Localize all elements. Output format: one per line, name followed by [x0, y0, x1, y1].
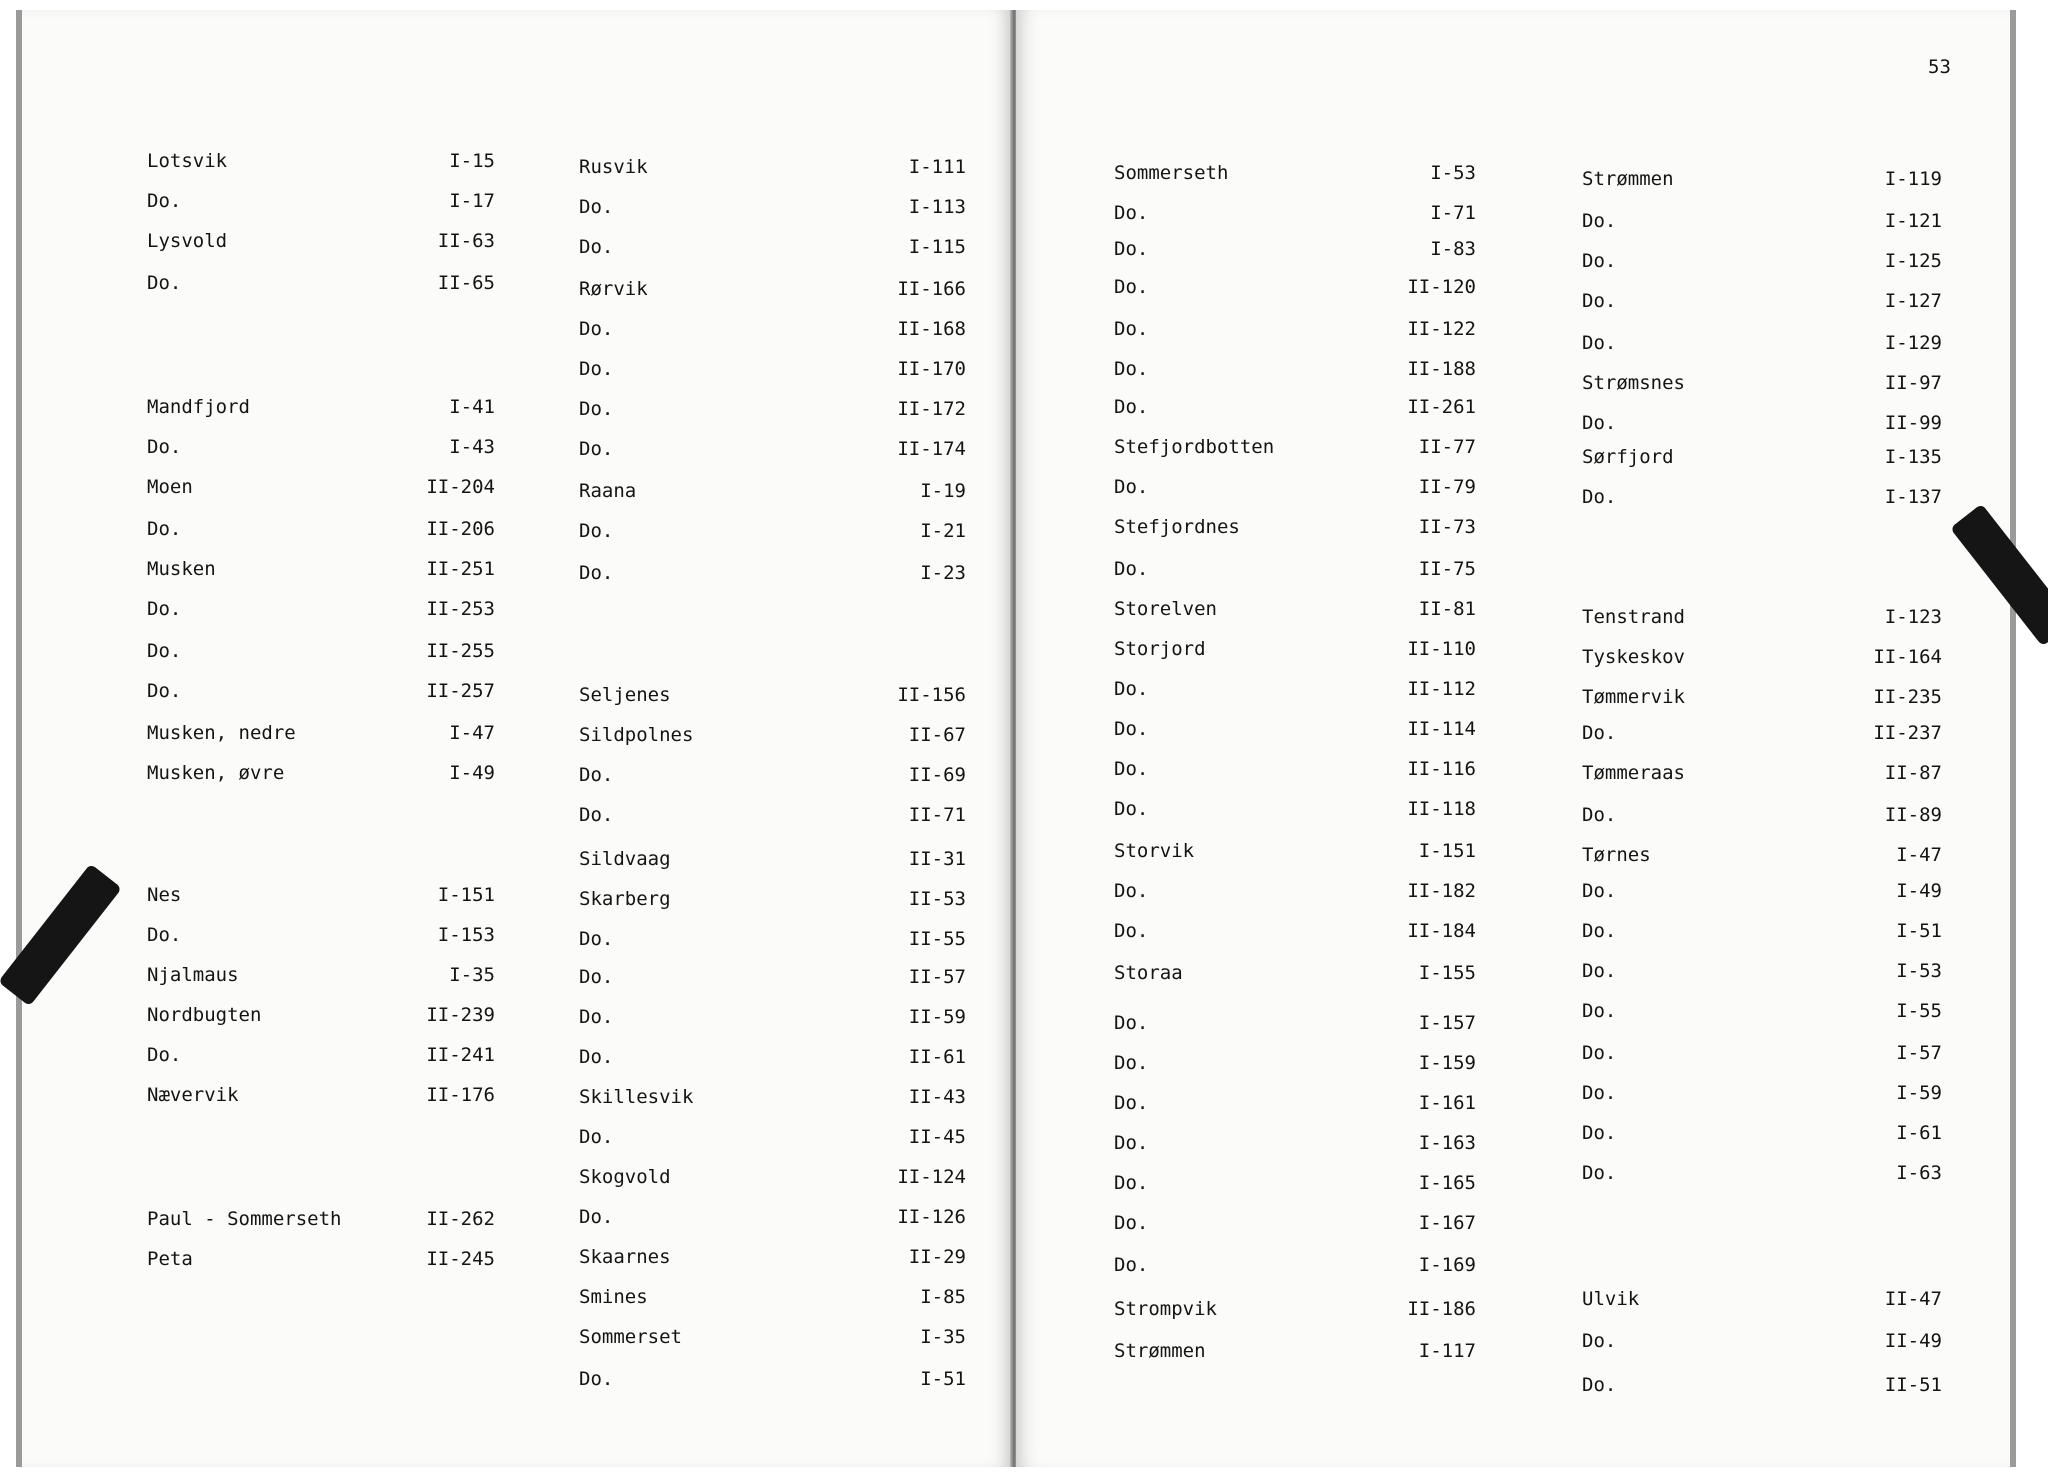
entry-reference: II-69 [908, 764, 966, 786]
entry-name: Do. [1582, 250, 1617, 272]
entry-reference: II-245 [426, 1248, 495, 1270]
entry-reference: II-57 [908, 966, 966, 988]
entry-reference: II-253 [426, 598, 495, 620]
entry-reference: II-120 [1407, 276, 1476, 298]
entry-reference: II-262 [426, 1208, 495, 1230]
entry-reference: II-65 [437, 272, 495, 294]
entry-reference: I-49 [449, 762, 495, 784]
entry-reference: II-29 [908, 1246, 966, 1268]
entry-reference: II-51 [1884, 1374, 1942, 1396]
entry-name: Tyskeskov [1582, 646, 1685, 668]
entry-name: Do. [1114, 358, 1149, 380]
entry-name: Do. [579, 804, 614, 826]
entry-reference: I-85 [920, 1286, 966, 1308]
entry-name: Seljenes [579, 684, 671, 706]
entry-reference: II-47 [1884, 1288, 1942, 1310]
entry-name: Do. [1114, 238, 1149, 260]
entry-name: Strømmen [1114, 1340, 1206, 1362]
entry-reference: I-165 [1418, 1172, 1476, 1194]
entry-name: Strømsnes [1582, 372, 1685, 394]
entry-name: Do. [1114, 396, 1149, 418]
entry-name: Nordbugten [147, 1004, 262, 1026]
entry-name: Do. [1582, 722, 1617, 744]
entry-name: Do. [579, 764, 614, 786]
entry-name: Tømmervik [1582, 686, 1685, 708]
entry-reference: I-53 [1430, 162, 1476, 184]
entry-name: Sommerseth [1114, 162, 1229, 184]
entry-reference: II-174 [897, 438, 966, 460]
entry-reference: I-151 [437, 884, 495, 906]
entry-reference: II-114 [1407, 718, 1476, 740]
entry-reference: I-117 [1418, 1340, 1476, 1362]
entry-reference: I-51 [920, 1368, 966, 1390]
entry-reference: I-163 [1418, 1132, 1476, 1154]
entry-reference: II-55 [908, 928, 966, 950]
entry-reference: I-155 [1418, 962, 1476, 984]
entry-name: Do. [1114, 276, 1149, 298]
entry-reference: II-204 [426, 476, 495, 498]
entry-name: Skarberg [579, 888, 671, 910]
entry-name: Do. [1582, 1082, 1617, 1104]
entry-name: Do. [579, 562, 614, 584]
entry-reference: II-79 [1418, 476, 1476, 498]
entry-name: Storelven [1114, 598, 1217, 620]
entry-reference: I-15 [449, 150, 495, 172]
entry-name: Lysvold [147, 230, 228, 252]
entry-name: Do. [1114, 880, 1149, 902]
entry-reference: I-129 [1884, 332, 1942, 354]
entry-name: Skogvold [579, 1166, 671, 1188]
entry-reference: I-61 [1896, 1122, 1942, 1144]
entry-reference: I-43 [449, 436, 495, 458]
entry-name: Do. [1114, 202, 1149, 224]
entry-name: Nes [147, 884, 182, 906]
entry-reference: II-43 [908, 1086, 966, 1108]
entry-name: Do. [1114, 318, 1149, 340]
entry-name: Do. [1582, 920, 1617, 942]
entry-name: Stefjordnes [1114, 516, 1240, 538]
entry-reference: I-159 [1418, 1052, 1476, 1074]
entry-reference: I-35 [920, 1326, 966, 1348]
entry-name: Do. [579, 1368, 614, 1390]
entry-reference: II-168 [897, 318, 966, 340]
entry-reference: I-137 [1884, 486, 1942, 508]
entry-name: Do. [1582, 1162, 1617, 1184]
entry-reference: I-55 [1896, 1000, 1942, 1022]
entry-reference: I-71 [1430, 202, 1476, 224]
entry-reference: II-122 [1407, 318, 1476, 340]
entry-name: Do. [579, 1126, 614, 1148]
entry-name: Do. [1114, 718, 1149, 740]
entry-reference: II-176 [426, 1084, 495, 1106]
entry-reference: I-23 [920, 562, 966, 584]
entry-name: Do. [579, 1046, 614, 1068]
entry-name: Paul - Sommerseth [147, 1208, 342, 1230]
entry-name: Do. [147, 640, 182, 662]
entry-name: Do. [1582, 804, 1617, 826]
entry-name: Do. [1114, 758, 1149, 780]
entry-name: Storaa [1114, 962, 1183, 984]
entry-name: Musken [147, 558, 216, 580]
entry-name: Strømmen [1582, 168, 1674, 190]
entry-name: Do. [147, 1044, 182, 1066]
entry-reference: I-19 [920, 480, 966, 502]
entry-reference: I-49 [1896, 880, 1942, 902]
entry-name: Storvik [1114, 840, 1195, 862]
entry-name: Do. [147, 518, 182, 540]
entry-reference: II-81 [1418, 598, 1476, 620]
entry-name: Do. [1582, 1000, 1617, 1022]
entry-reference: I-35 [449, 964, 495, 986]
entry-name: Do. [579, 1206, 614, 1228]
entry-reference: II-59 [908, 1006, 966, 1028]
entry-name: Do. [1114, 678, 1149, 700]
entry-name: Sommerset [579, 1326, 682, 1348]
entry-reference: I-47 [449, 722, 495, 744]
entry-reference: II-97 [1884, 372, 1942, 394]
entry-reference: I-111 [908, 156, 966, 178]
entry-name: Do. [579, 236, 614, 258]
entry-reference: I-167 [1418, 1212, 1476, 1234]
entry-name: Smines [579, 1286, 648, 1308]
page-edge-right [2010, 10, 2016, 1467]
entry-name: Do. [579, 1006, 614, 1028]
entry-name: Sørfjord [1582, 446, 1674, 468]
entry-name: Stefjordbotten [1114, 436, 1275, 458]
entry-name: Do. [1582, 880, 1617, 902]
entry-name: Do. [1582, 486, 1617, 508]
entry-reference: II-61 [908, 1046, 966, 1068]
entry-reference: II-164 [1873, 646, 1942, 668]
entry-reference: II-186 [1407, 1298, 1476, 1320]
entry-name: Nævervik [147, 1084, 239, 1106]
entry-name: Do. [579, 358, 614, 380]
entry-name: Do. [1114, 798, 1149, 820]
entry-reference: I-127 [1884, 290, 1942, 312]
entry-name: Do. [579, 966, 614, 988]
entry-name: Do. [1582, 1042, 1617, 1064]
entry-reference: II-63 [437, 230, 495, 252]
entry-reference: II-235 [1873, 686, 1942, 708]
entry-name: Do. [1582, 332, 1617, 354]
entry-name: Njalmaus [147, 964, 239, 986]
entry-reference: II-53 [908, 888, 966, 910]
entry-reference: I-113 [908, 196, 966, 218]
entry-reference: II-241 [426, 1044, 495, 1066]
entry-reference: II-77 [1418, 436, 1476, 458]
entry-reference: II-89 [1884, 804, 1942, 826]
entry-reference: II-49 [1884, 1330, 1942, 1352]
entry-name: Do. [1114, 920, 1149, 942]
entry-reference: I-169 [1418, 1254, 1476, 1276]
entry-name: Do. [1582, 1330, 1617, 1352]
entry-name: Do. [1582, 1374, 1617, 1396]
entry-reference: II-116 [1407, 758, 1476, 780]
entry-name: Mandfjord [147, 396, 250, 418]
entry-reference: I-17 [449, 190, 495, 212]
entry-name: Do. [147, 598, 182, 620]
entry-reference: II-67 [908, 724, 966, 746]
entry-reference: I-125 [1884, 250, 1942, 272]
entry-name: Strompvik [1114, 1298, 1217, 1320]
entry-reference: I-21 [920, 520, 966, 542]
entry-reference: II-206 [426, 518, 495, 540]
entry-name: Do. [1114, 1132, 1149, 1154]
entry-reference: II-257 [426, 680, 495, 702]
entry-name: Do. [579, 928, 614, 950]
entry-reference: II-112 [1407, 678, 1476, 700]
entry-reference: I-153 [437, 924, 495, 946]
entry-name: Do. [1114, 1254, 1149, 1276]
entry-reference: II-182 [1407, 880, 1476, 902]
entry-name: Musken, øvre [147, 762, 285, 784]
entry-name: Do. [1114, 1012, 1149, 1034]
entry-name: Do. [1114, 1212, 1149, 1234]
entry-reference: II-45 [908, 1126, 966, 1148]
entry-reference: I-41 [449, 396, 495, 418]
entry-name: Do. [147, 680, 182, 702]
entry-name: Sildvaag [579, 848, 671, 870]
entry-reference: II-251 [426, 558, 495, 580]
entry-reference: I-53 [1896, 960, 1942, 982]
entry-reference: II-124 [897, 1166, 966, 1188]
entry-name: Storjord [1114, 638, 1206, 660]
entry-reference: II-156 [897, 684, 966, 706]
entry-name: Do. [147, 924, 182, 946]
entry-name: Ulvik [1582, 1288, 1640, 1310]
entry-reference: II-170 [897, 358, 966, 380]
entry-reference: I-119 [1884, 168, 1942, 190]
entry-name: Do. [1114, 1092, 1149, 1114]
entry-reference: I-157 [1418, 1012, 1476, 1034]
entry-name: Do. [1582, 1122, 1617, 1144]
entry-name: Do. [1114, 558, 1149, 580]
entry-name: Do. [1114, 1172, 1149, 1194]
entry-reference: I-121 [1884, 210, 1942, 232]
entry-reference: I-83 [1430, 238, 1476, 260]
entry-reference: II-110 [1407, 638, 1476, 660]
entry-reference: I-51 [1896, 920, 1942, 942]
entry-reference: II-261 [1407, 396, 1476, 418]
entry-name: Skaarnes [579, 1246, 671, 1268]
entry-name: Do. [579, 398, 614, 420]
entry-name: Sildpolnes [579, 724, 694, 746]
entry-name: Do. [579, 196, 614, 218]
entry-reference: I-135 [1884, 446, 1942, 468]
entry-reference: I-59 [1896, 1082, 1942, 1104]
entry-reference: II-255 [426, 640, 495, 662]
entry-name: Do. [1582, 412, 1617, 434]
page-number: 53 [1928, 56, 1951, 78]
entry-reference: II-31 [908, 848, 966, 870]
entry-reference: II-184 [1407, 920, 1476, 942]
entry-name: Do. [579, 318, 614, 340]
entry-name: Moen [147, 476, 193, 498]
entry-name: Tømmeraas [1582, 762, 1685, 784]
entry-name: Raana [579, 480, 637, 502]
entry-reference: I-63 [1896, 1162, 1942, 1184]
entry-name: Tørnes [1582, 844, 1651, 866]
entry-name: Do. [147, 190, 182, 212]
entry-reference: II-126 [897, 1206, 966, 1228]
entry-name: Do. [147, 436, 182, 458]
entry-reference: II-87 [1884, 762, 1942, 784]
entry-reference: I-57 [1896, 1042, 1942, 1064]
entry-name: Do. [579, 520, 614, 542]
entry-name: Tenstrand [1582, 606, 1685, 628]
entry-reference: II-99 [1884, 412, 1942, 434]
entry-reference: II-118 [1407, 798, 1476, 820]
entry-reference: I-151 [1418, 840, 1476, 862]
entry-reference: I-123 [1884, 606, 1942, 628]
entry-name: Do. [1114, 1052, 1149, 1074]
entry-name: Do. [147, 272, 182, 294]
entry-reference: II-75 [1418, 558, 1476, 580]
entry-name: Lotsvik [147, 150, 228, 172]
entry-name: Rørvik [579, 278, 648, 300]
entry-reference: II-71 [908, 804, 966, 826]
entry-name: Do. [1582, 290, 1617, 312]
entry-name: Skillesvik [579, 1086, 694, 1108]
entry-name: Rusvik [579, 156, 648, 178]
entry-name: Do. [1582, 210, 1617, 232]
entry-name: Musken, nedre [147, 722, 296, 744]
entry-reference: II-73 [1418, 516, 1476, 538]
entry-name: Peta [147, 1248, 193, 1270]
entry-reference: I-161 [1418, 1092, 1476, 1114]
entry-reference: I-115 [908, 236, 966, 258]
entry-reference: II-239 [426, 1004, 495, 1026]
entry-name: Do. [579, 438, 614, 460]
entry-reference: I-47 [1896, 844, 1942, 866]
entry-name: Do. [1114, 476, 1149, 498]
entry-reference: II-166 [897, 278, 966, 300]
entry-name: Do. [1582, 960, 1617, 982]
entry-reference: II-172 [897, 398, 966, 420]
entry-reference: II-237 [1873, 722, 1942, 744]
entry-reference: II-188 [1407, 358, 1476, 380]
